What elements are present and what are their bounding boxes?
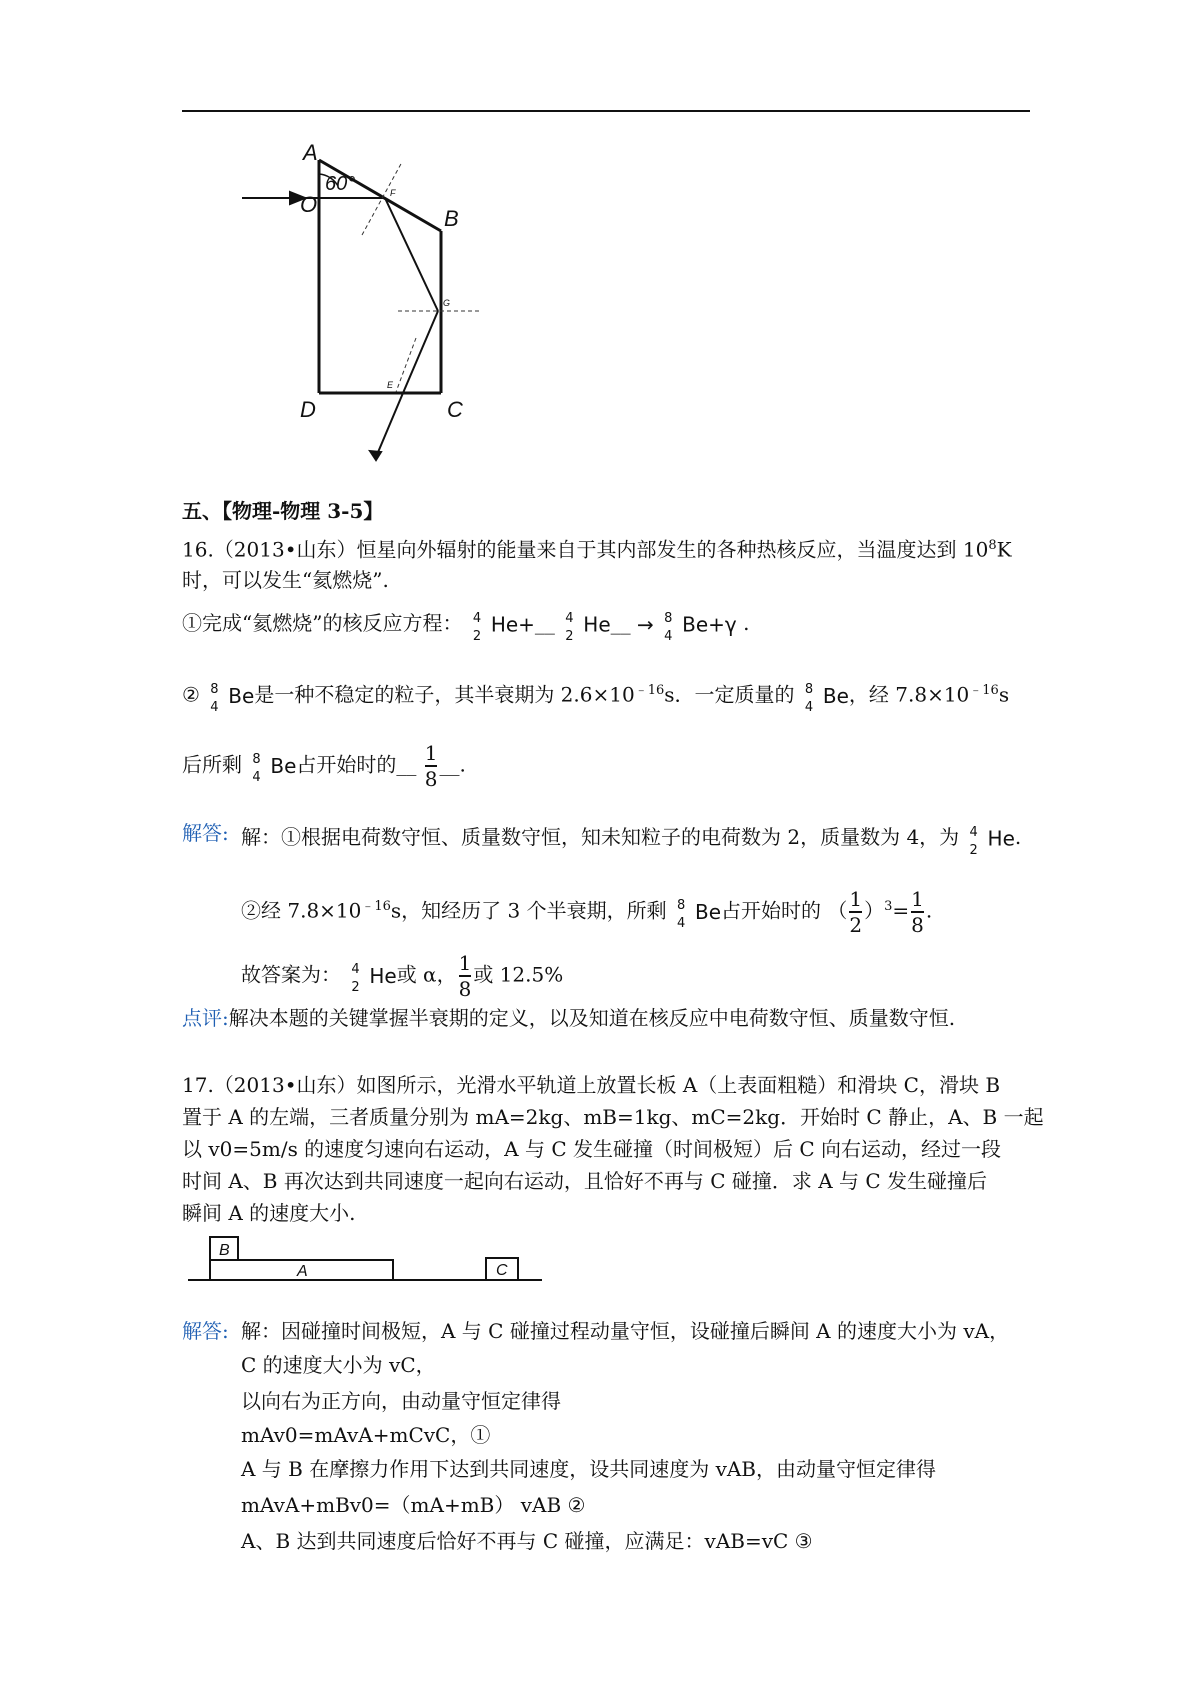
a16-line3: 故答案为： 4 2 He或 α， $\frac{1}{8}$ 或 12.5% [241,951,564,1001]
a16-line2: ②经 $7.8\times 10^{﹣16}s$，知经历了 3 个半衰期，所剩 8 4 Be占开始时的 （ $\frac{1}{2}$ ）$^3$= $\frac{1}{8}$ . [241,887,933,937]
fraction-one-eighth: $\frac{1}{8}$ [424,741,438,791]
label-O: O [300,192,318,217]
blocks-diagram [180,1228,560,1288]
a17-line6: mAvA+mBv0=（mA+mB） vAB ② [241,1493,586,1517]
q16-part1: ①完成“氦燃烧”的核反应方程： 4 2 He+__ 4 2 He__ → 8 4 Be+γ . [182,610,750,644]
label-F: F [390,188,396,198]
optics-diagram [230,140,500,470]
label-G: G [443,298,451,308]
a17-line1: 解：因碰撞时间极短，A 与 C 碰撞过程动量守恒，设碰撞后瞬间 A 的速度大小为 vA， [241,1319,1010,1343]
q17-line5: 瞬间 A 的速度大小. [182,1201,356,1225]
label-A: A [303,140,318,165]
label-D: D [300,397,316,422]
a17-line2: C 的速度大小为 vC， [241,1353,436,1377]
a17-label: 解答: [182,1319,229,1343]
a17-line5: A 与 B 在摩擦力作用下达到共同速度，设共同速度为 vAB，由动量守恒定律得 [241,1457,937,1481]
label-C: C [447,397,463,422]
section-title: 五、【物理-物理 3-5】 [182,499,384,523]
label-E: E [387,380,394,390]
block-label-B: B [219,1242,230,1259]
q17-line4: 时间 A、B 再次达到共同速度一起向右运动，且恰好不再与 C 碰撞．求 A 与 C 发生碰撞后 [182,1169,988,1193]
q16-part2: ② 8 4 Be是一种不稳定的粒子，其半衰期为 $2.6\times 10^{﹣16}s$．一定质量的 8 4 Be，经 $7.8\times 10^{﹣16}s$ [182,682,1010,716]
label-angle: 60° [325,173,356,195]
label-B: B [444,206,459,231]
q17-line3: 以 v0=5m/s 的速度匀速向右运动，A 与 C 发生碰撞（时间极短）后 C 向右运动，经过一段 [182,1137,1002,1161]
block-label-A: A [297,1263,308,1280]
q17-line2: 置于 A 的左端，三者质量分别为 mA=2kg、mB=1kg、mC=2kg．开始时 C 静止，A、B 一起 [182,1105,1044,1129]
q16-part3: 后所剩 8 4 Be占开始时的__ $\frac{1}{8}$ __. [182,741,466,791]
a16-line1: 解：①根据电荷数守恒、质量数守恒，知未知粒子的电荷数为 2，质量数为 4，为 4 2 He. [241,824,1022,858]
a17-line7: A、B 达到共同速度后恰好不再与 C 碰撞，应满足：vAB=vC ③ [241,1529,813,1553]
q16-stem-line2: 时，可以发生“氦燃烧”. [182,568,389,592]
a17-line3: 以向右为正方向，由动量守恒定律得 [241,1389,561,1413]
q16-stem-line1: 16.（2013•山东）恒星向外辐射的能量来自于其内部发生的各种热核反应，当温度达到 $10^8K$ [182,537,1012,562]
a16-label: 解答: [182,821,229,845]
a17-line4: mAv0=mAvA+mCvC，① [241,1423,491,1447]
c16-line: 点评:解决本题的关键掌握半衰期的定义，以及知道在核反应中电荷数守恒、质量数守恒. [182,1006,956,1030]
block-label-C: C [496,1262,508,1279]
header-rule [182,110,1030,112]
q17-line1: 17.（2013•山东）如图所示，光滑水平轨道上放置长板 A（上表面粗糙）和滑块 C，滑块 B [182,1073,1001,1097]
